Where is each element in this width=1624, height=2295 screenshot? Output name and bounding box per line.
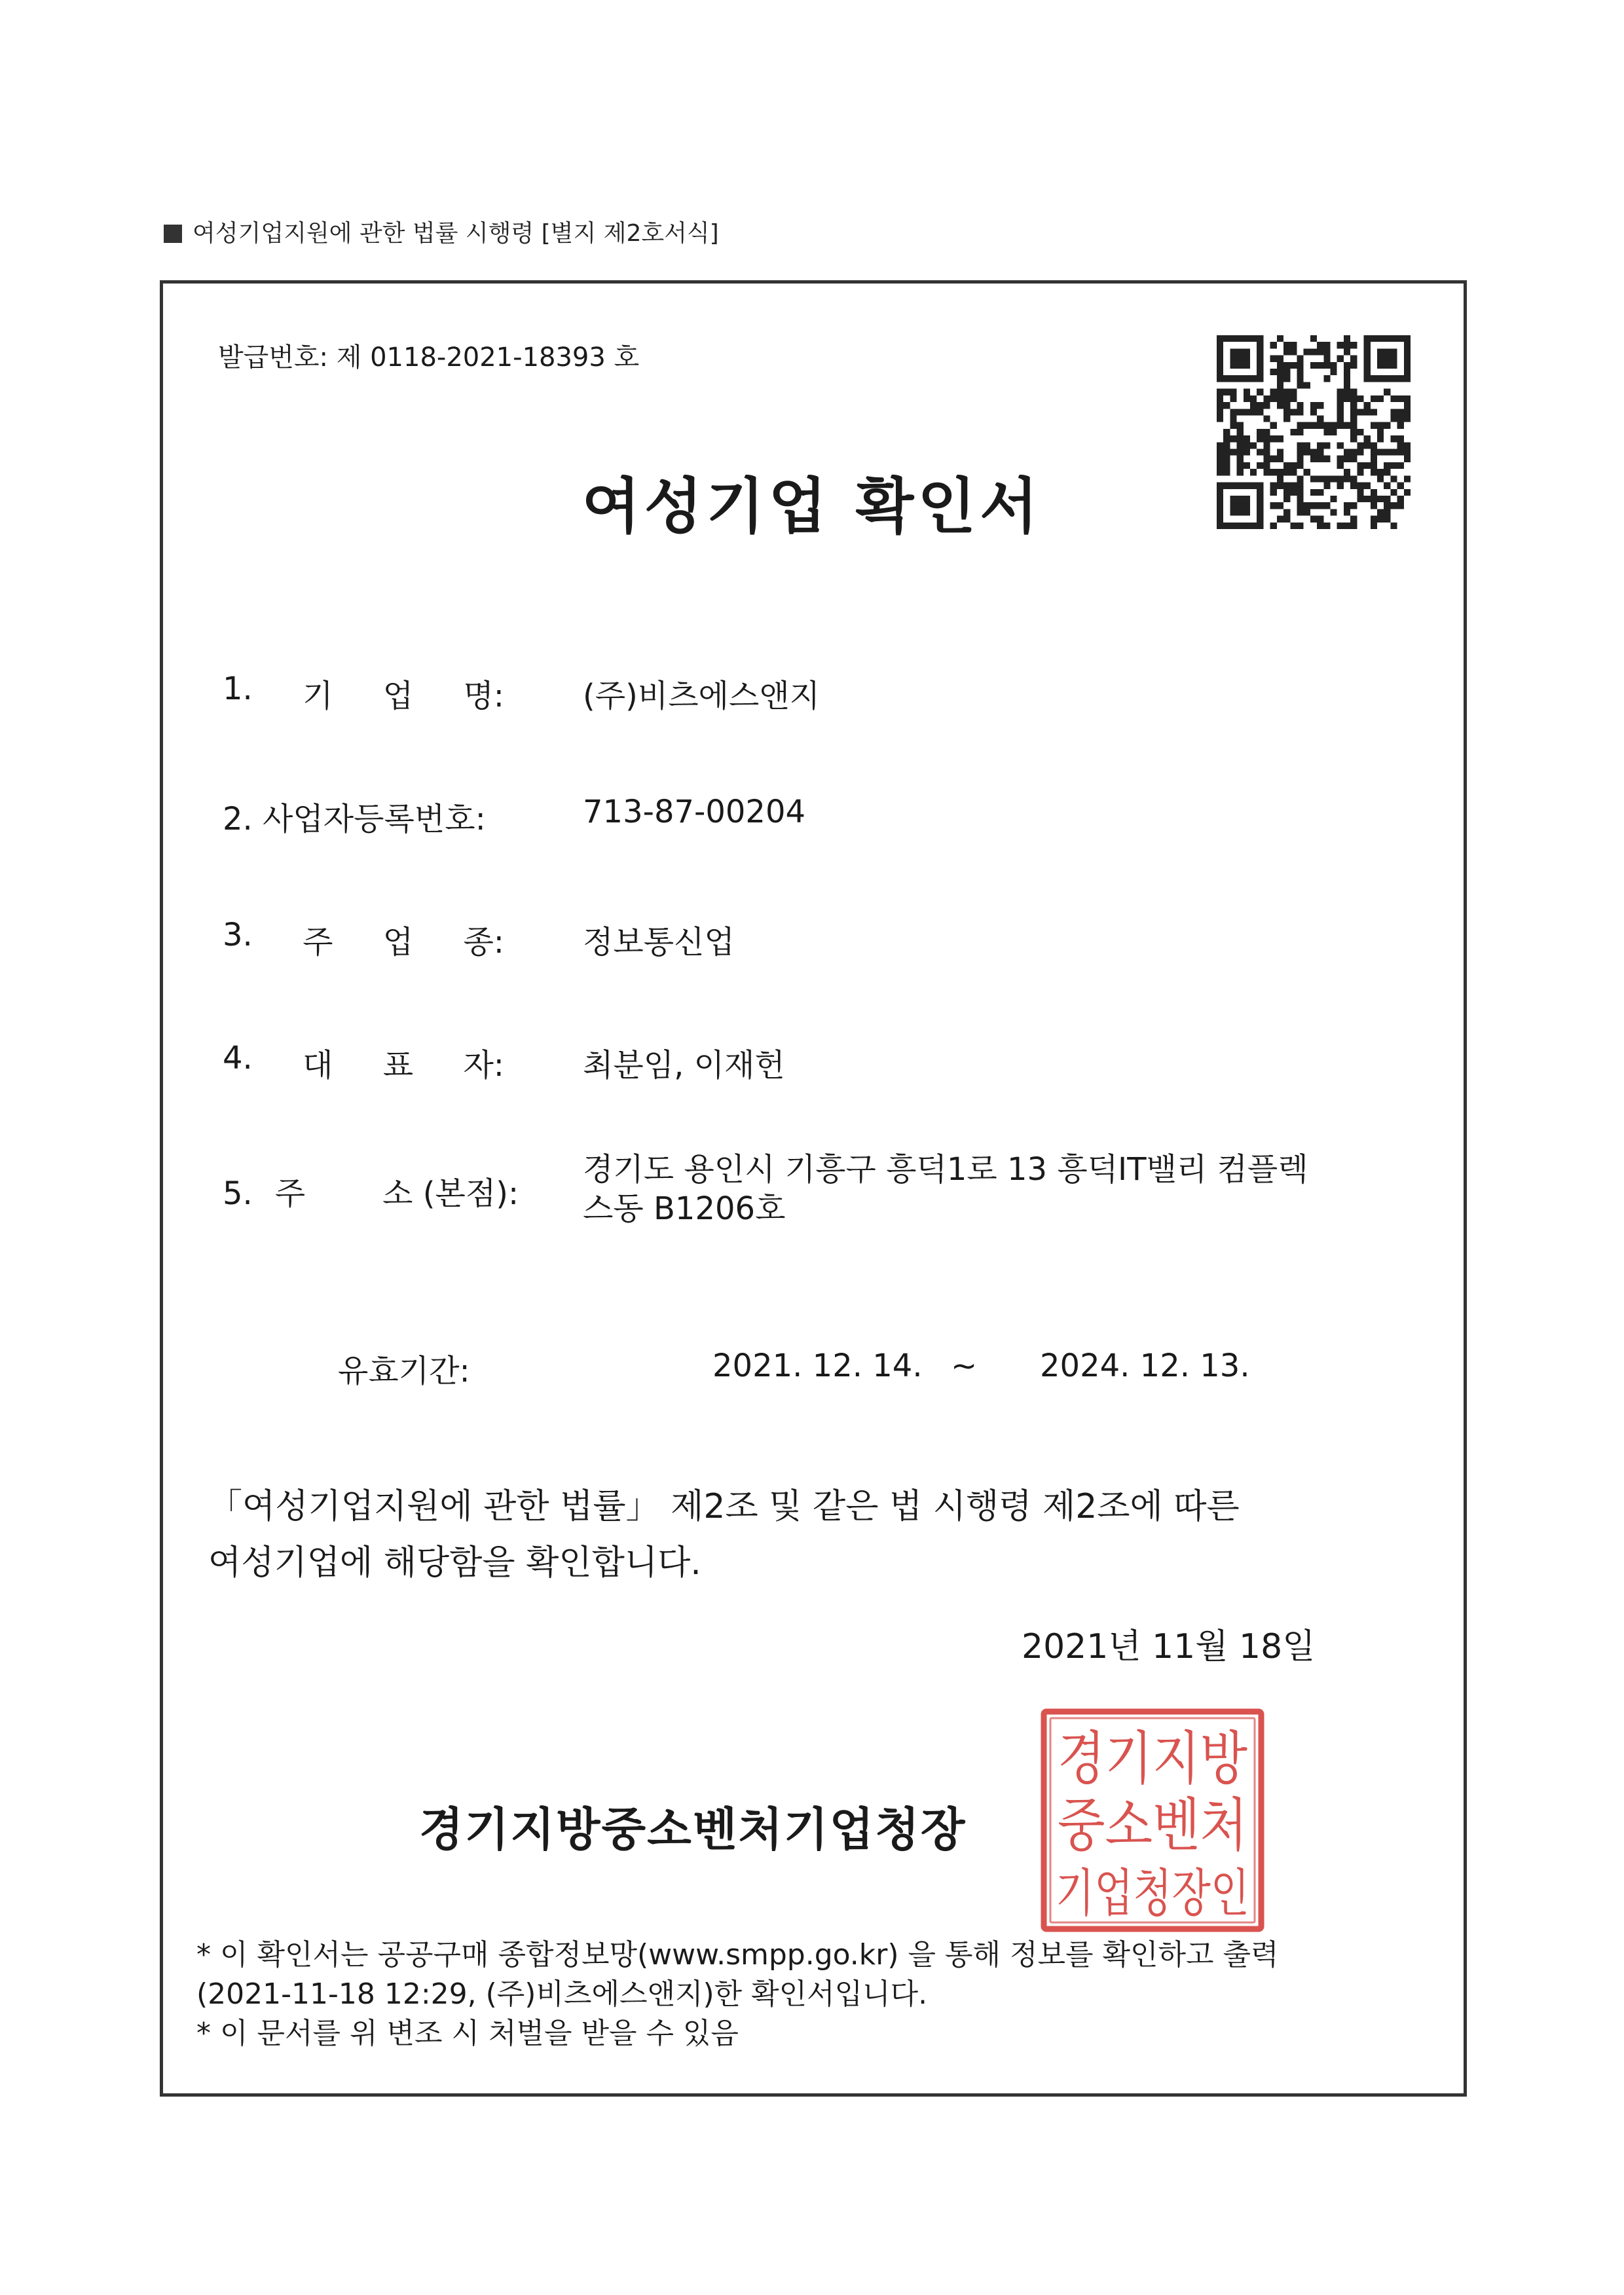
issue-number: 발급번호: 제 0118-2021-18393 호: [218, 342, 640, 373]
validity-tilde: ~: [951, 1348, 978, 1384]
statement-line-2: 여성기업에 해당함을 확인합니다.: [208, 1543, 701, 1583]
field-company-label: [223, 670, 504, 716]
field-regno-value: 713-87-00204: [583, 794, 806, 830]
label-char: 기: [303, 678, 333, 714]
field-address-value: [583, 1150, 1401, 1228]
note-line-3: * 이 문서를 위 변조 시 처벌을 받을 수 있음: [196, 2017, 739, 2050]
form-reference-text: 여성기업지원에 관한 법률 시행령 [별지 제2호서식]: [193, 220, 719, 247]
confirmation-statement: [208, 1478, 1354, 1591]
statement-line-1: 「여성기업지원에 관한 법률」 제2조 및 같은 법 시행령 제2조에 따른: [208, 1487, 1240, 1526]
seal-line-1: 경기지방: [1058, 1725, 1247, 1792]
label-char: 주: [274, 1175, 306, 1212]
issue-date: 2021년 11월 18일: [1022, 1627, 1316, 1666]
field-number: 1.: [223, 670, 253, 707]
field-company-value: (주)비츠에스앤지: [583, 678, 821, 714]
note-line-2: (2021-11-18 12:29, (주)비츠에스앤지)한 확인서입니다.: [196, 1977, 928, 2011]
label-char: 자:: [463, 1047, 504, 1084]
seal-line-3: 기업청장인: [1056, 1864, 1249, 1923]
field-number: 5.: [223, 1175, 253, 1212]
form-reference: [164, 215, 719, 248]
label-char: 종:: [463, 924, 504, 961]
label-char: 소 (본점):: [382, 1175, 519, 1212]
field-address-label: [223, 1168, 524, 1213]
label-char: 명:: [463, 678, 504, 714]
square-bullet-icon: [164, 225, 182, 243]
label-char: 대: [303, 1047, 333, 1084]
note-line-1: * 이 확인서는 공공구매 종합정보망(www.smpp.go.kr) 을 통해 정보를 확인하고 출력: [196, 1938, 1279, 1972]
label-char: 업: [382, 924, 414, 961]
field-industry-label: [223, 917, 504, 962]
validity-start: 2021. 12. 14.: [712, 1348, 923, 1384]
field-industry-value: 정보통신업: [583, 924, 735, 961]
field-rep-value: 최분임, 이재헌: [583, 1047, 785, 1084]
label-char: 표: [382, 1047, 414, 1084]
field-rep-label: [223, 1040, 504, 1085]
label-char: 주: [303, 924, 333, 961]
footer-notes: [196, 1936, 1428, 2053]
official-seal-icon: [1035, 1702, 1270, 1938]
field-number: 4.: [223, 1040, 253, 1076]
label-char: 업: [382, 678, 414, 714]
address-line-2: 스동 B1206호: [583, 1190, 786, 1227]
address-line-1: 경기도 용인시 기흥구 흥덕1로 13 흥덕IT밸리 컴플렉: [583, 1151, 1308, 1188]
validity-end: 2024. 12. 13.: [1040, 1348, 1250, 1384]
document-title: 여성기업 확인서: [581, 471, 1043, 542]
seal-line-2: 중소벤처: [1058, 1791, 1247, 1859]
field-regno-label: 2. 사업자등록번호:: [223, 801, 486, 837]
validity-label: 유효기간:: [338, 1353, 470, 1389]
field-number: 3.: [223, 917, 253, 953]
issuer-name: 경기지방중소벤처기업청장: [419, 1803, 967, 1856]
